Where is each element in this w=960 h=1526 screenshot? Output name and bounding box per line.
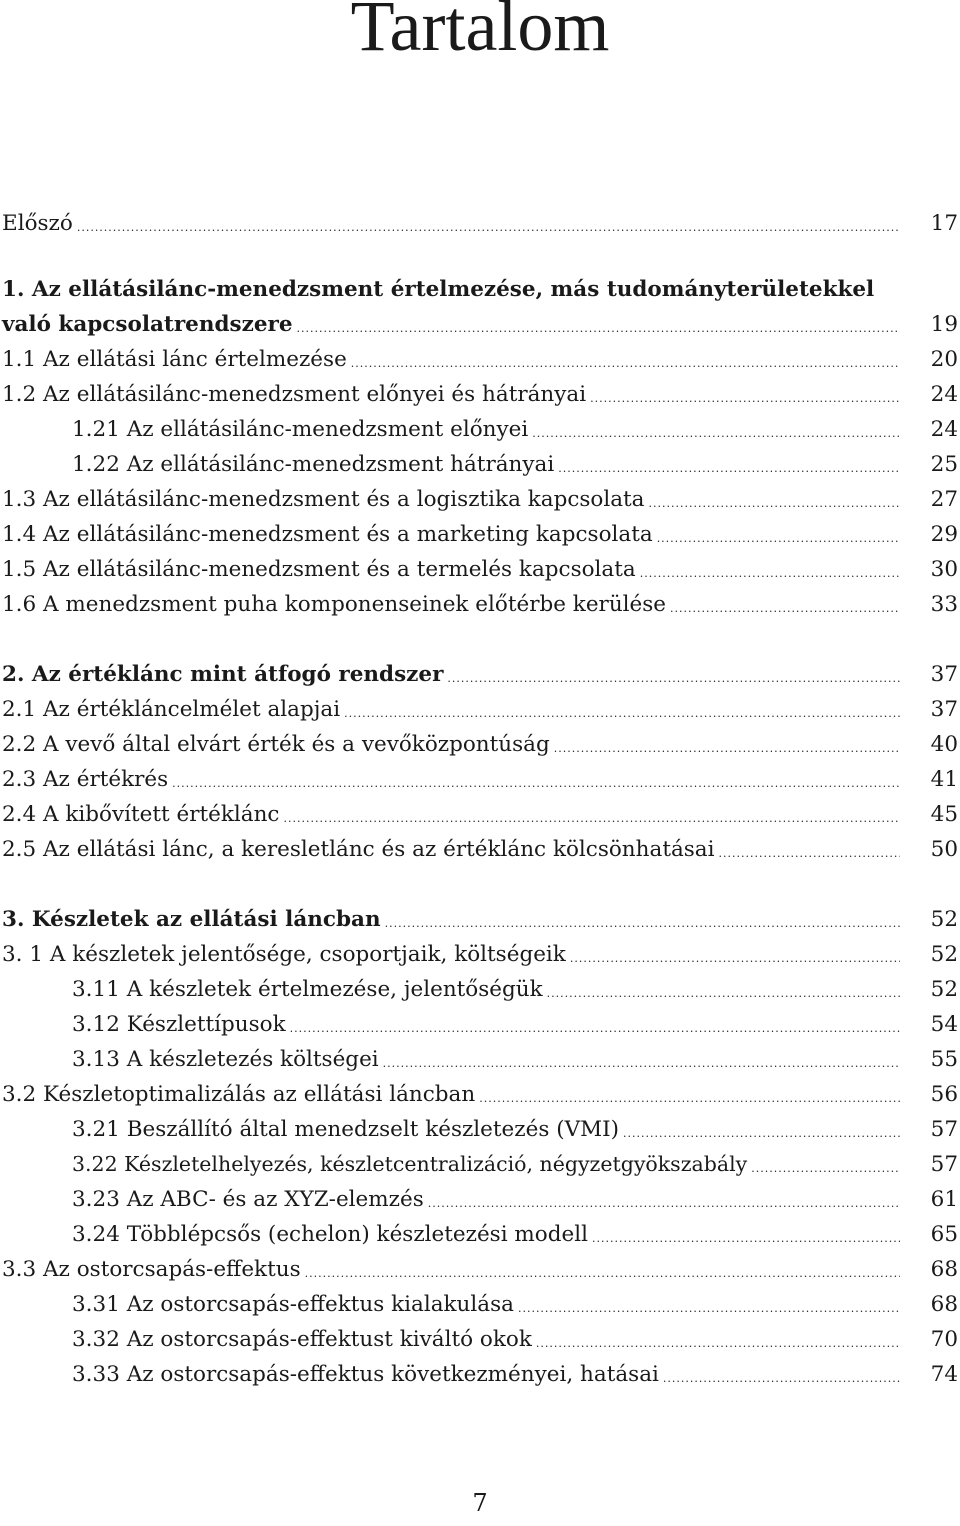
toc-entry-foreword[interactable]	[0, 206, 960, 241]
toc-leader-dots	[479, 1086, 900, 1112]
toc-page-number: 25	[930, 452, 958, 477]
toc-entry-3-22[interactable]	[0, 1147, 960, 1182]
toc-page-number: 17	[930, 211, 958, 236]
toc-leader-dots	[77, 215, 900, 241]
toc-entry-label: 3.31 Az ostorcsapás-effektus kialakulása	[72, 1292, 514, 1317]
toc-entry-2-1[interactable]	[0, 692, 960, 727]
toc-leader-dots	[283, 806, 900, 832]
page-number-footer: 7	[472, 1489, 488, 1517]
toc-entry-label: 1.4 Az ellátásilánc-menedzsment és a marketing kapcsolata	[2, 522, 653, 547]
toc-page-number: 50	[930, 837, 958, 862]
toc-entry-label: 3.12 Készlettípusok	[72, 1012, 286, 1037]
toc-leader-dots	[657, 526, 900, 552]
toc-entry-label: 3. 1 A készletek jelentősége, csoportjaik, költségeik	[2, 942, 566, 967]
toc-chapter-1[interactable]	[0, 307, 960, 342]
toc-entry-label: 3.3 Az ostorcsapás-effektus	[2, 1257, 301, 1282]
toc-page-number: 57	[930, 1152, 958, 1177]
toc-leader-dots	[290, 1016, 900, 1042]
toc-leader-dots	[751, 1156, 900, 1182]
toc-page-number: 56	[930, 1082, 958, 1107]
toc-entry-3-32[interactable]	[0, 1322, 960, 1357]
toc-page-number: 61	[930, 1187, 958, 1212]
table-of-contents	[0, 206, 960, 1392]
toc-leader-dots	[536, 1331, 900, 1357]
toc-page-number: 30	[930, 557, 958, 582]
toc-leader-dots	[518, 1296, 900, 1322]
toc-entry-label: 3.21 Beszállító által menedzselt készletezés (VMI)	[72, 1117, 620, 1142]
toc-entry-label: 2.2 A vevő által elvárt érték és a vevőközpontúság	[2, 732, 550, 757]
toc-page-number: 19	[930, 312, 958, 337]
toc-leader-dots	[590, 386, 900, 412]
toc-entry-label: 1.1 Az ellátási lánc értelmezése	[2, 347, 347, 372]
toc-page-number: 55	[930, 1047, 958, 1072]
toc-entry-3-11[interactable]	[0, 972, 960, 1007]
toc-entry-label: 1.2 Az ellátásilánc-menedzsment előnyei és hátrányai	[2, 382, 587, 407]
toc-page-number: 52	[930, 977, 958, 1002]
toc-page-number: 33	[930, 592, 958, 617]
toc-leader-dots	[554, 736, 900, 762]
toc-entry-2-4[interactable]	[0, 797, 960, 832]
toc-leader-dots	[649, 491, 900, 517]
toc-leader-dots	[719, 841, 900, 867]
toc-entry-label: 1.5 Az ellátásilánc-menedzsment és a termelés kapcsolata	[2, 557, 636, 582]
toc-entry-label: 3. Készletek az ellátási láncban	[2, 907, 381, 932]
toc-entry-label: 3.11 A készletek értelmezése, jelentőségük	[72, 977, 543, 1002]
toc-entry-label: 2.4 A kibővített értéklánc	[2, 802, 280, 827]
toc-chapter-2[interactable]	[0, 657, 960, 692]
toc-entry-3-13[interactable]	[0, 1042, 960, 1077]
toc-entry-2-2[interactable]	[0, 727, 960, 762]
toc-leader-dots	[344, 701, 900, 727]
toc-entry-label: Előszó	[2, 211, 73, 236]
toc-entry-label: 3.24 Többlépcsős (echelon) készletezési modell	[72, 1222, 588, 1247]
toc-entry-label: 2.3 Az értékrés	[2, 767, 169, 792]
toc-page-number: 40	[930, 732, 958, 757]
toc-entry-3-3[interactable]	[0, 1252, 960, 1287]
toc-entry-3-33[interactable]	[0, 1357, 960, 1392]
toc-page-number: 37	[930, 697, 958, 722]
toc-entry-3-21[interactable]	[0, 1112, 960, 1147]
toc-page-number: 52	[930, 907, 958, 932]
toc-page-number: 24	[930, 382, 958, 407]
toc-entry-3-12[interactable]	[0, 1007, 960, 1042]
toc-page-number: 54	[930, 1012, 958, 1037]
toc-leader-dots	[428, 1191, 900, 1217]
toc-entry-1-6[interactable]	[0, 587, 960, 622]
toc-leader-dots	[447, 666, 900, 692]
toc-leader-dots	[172, 771, 900, 797]
toc-leader-dots	[640, 561, 900, 587]
toc-page-number: 37	[930, 662, 958, 687]
toc-entry-label: 3.23 Az ABC- és az XYZ-elemzés	[72, 1187, 424, 1212]
toc-page-number: 24	[930, 417, 958, 442]
toc-page-number: 57	[930, 1117, 958, 1142]
toc-leader-dots	[592, 1226, 900, 1252]
toc-entry-1-22[interactable]	[0, 447, 960, 482]
toc-entry-1-4[interactable]	[0, 517, 960, 552]
toc-entry-1-21[interactable]	[0, 412, 960, 447]
toc-entry-label: 3.2 Készletoptimalizálás az ellátási láncban	[2, 1082, 476, 1107]
toc-entry-label: 1.6 A menedzsment puha komponenseinek előtérbe kerülése	[2, 592, 667, 617]
toc-entry-label: 3.33 Az ostorcsapás-effektus következményei, hatásai	[72, 1362, 659, 1387]
toc-entry-label: 1.3 Az ellátásilánc-menedzsment és a logisztika kapcsolata	[2, 487, 645, 512]
toc-leader-dots	[351, 351, 900, 377]
toc-entry-label: 1.21 Az ellátásilánc-menedzsment előnyei	[72, 417, 529, 442]
toc-leader-dots	[547, 981, 900, 1007]
toc-entry-label: 2.5 Az ellátási lánc, a keresletlánc és az értéklánc kölcsönhatásai	[2, 837, 715, 862]
toc-page-number: 41	[930, 767, 958, 792]
toc-leader-dots	[670, 596, 900, 622]
toc-page-number: 27	[930, 487, 958, 512]
toc-leader-dots	[570, 946, 900, 972]
toc-entry-label: 2.1 Az értékláncelmélet alapjai	[2, 697, 341, 722]
toc-entry-1-2[interactable]	[0, 377, 960, 412]
toc-entry-2-3[interactable]	[0, 762, 960, 797]
toc-leader-dots	[297, 316, 900, 342]
toc-entry-1-1[interactable]	[0, 342, 960, 377]
toc-entry-label: 3.13 A készletezés költségei	[72, 1047, 379, 1072]
toc-leader-dots	[383, 1051, 900, 1077]
toc-entry-3-31[interactable]	[0, 1287, 960, 1322]
toc-leader-dots	[623, 1121, 900, 1147]
toc-entry-label: 2. Az értéklánc mint átfogó rendszer	[2, 662, 444, 687]
toc-entry-3-24[interactable]	[0, 1217, 960, 1252]
toc-leader-dots	[532, 421, 900, 447]
toc-chapter-1-heading[interactable]	[0, 272, 960, 307]
toc-page-number: 52	[930, 942, 958, 967]
toc-entry-3-1[interactable]	[0, 937, 960, 972]
toc-page-number: 29	[930, 522, 958, 547]
toc-leader-dots	[558, 456, 900, 482]
toc-entry-label: 1.22 Az ellátásilánc-menedzsment hátrányai	[72, 452, 555, 477]
toc-entry-label: való kapcsolatrendszere	[2, 312, 293, 337]
toc-entry-3-23[interactable]	[0, 1182, 960, 1217]
toc-page-number: 45	[930, 802, 958, 827]
toc-page-number: 68	[930, 1257, 958, 1282]
toc-entry-label: 3.32 Az ostorcsapás-effektust kiváltó okok	[72, 1327, 532, 1352]
toc-page-number: 68	[930, 1292, 958, 1317]
toc-entry-label: 3.22 Készletelhelyezés, készletcentralizáció, négyzetgyökszabály	[72, 1152, 748, 1176]
toc-page-number: 70	[930, 1327, 958, 1352]
toc-entry-2-5[interactable]	[0, 832, 960, 867]
toc-page-number: 65	[930, 1222, 958, 1247]
toc-leader-dots	[385, 911, 900, 937]
toc-entry-3-2[interactable]	[0, 1077, 960, 1112]
toc-entry-1-5[interactable]	[0, 552, 960, 587]
page-title: Tartalom	[350, 0, 610, 66]
toc-entry-label: 1. Az ellátásilánc-menedzsment értelmezése, más tudományterületekkel	[2, 277, 875, 302]
toc-leader-dots	[663, 1366, 900, 1392]
toc-entry-1-3[interactable]	[0, 482, 960, 517]
toc-chapter-3[interactable]	[0, 902, 960, 937]
toc-page-number: 74	[930, 1362, 958, 1387]
toc-page-number: 20	[930, 347, 958, 372]
toc-leader-dots	[305, 1261, 900, 1287]
